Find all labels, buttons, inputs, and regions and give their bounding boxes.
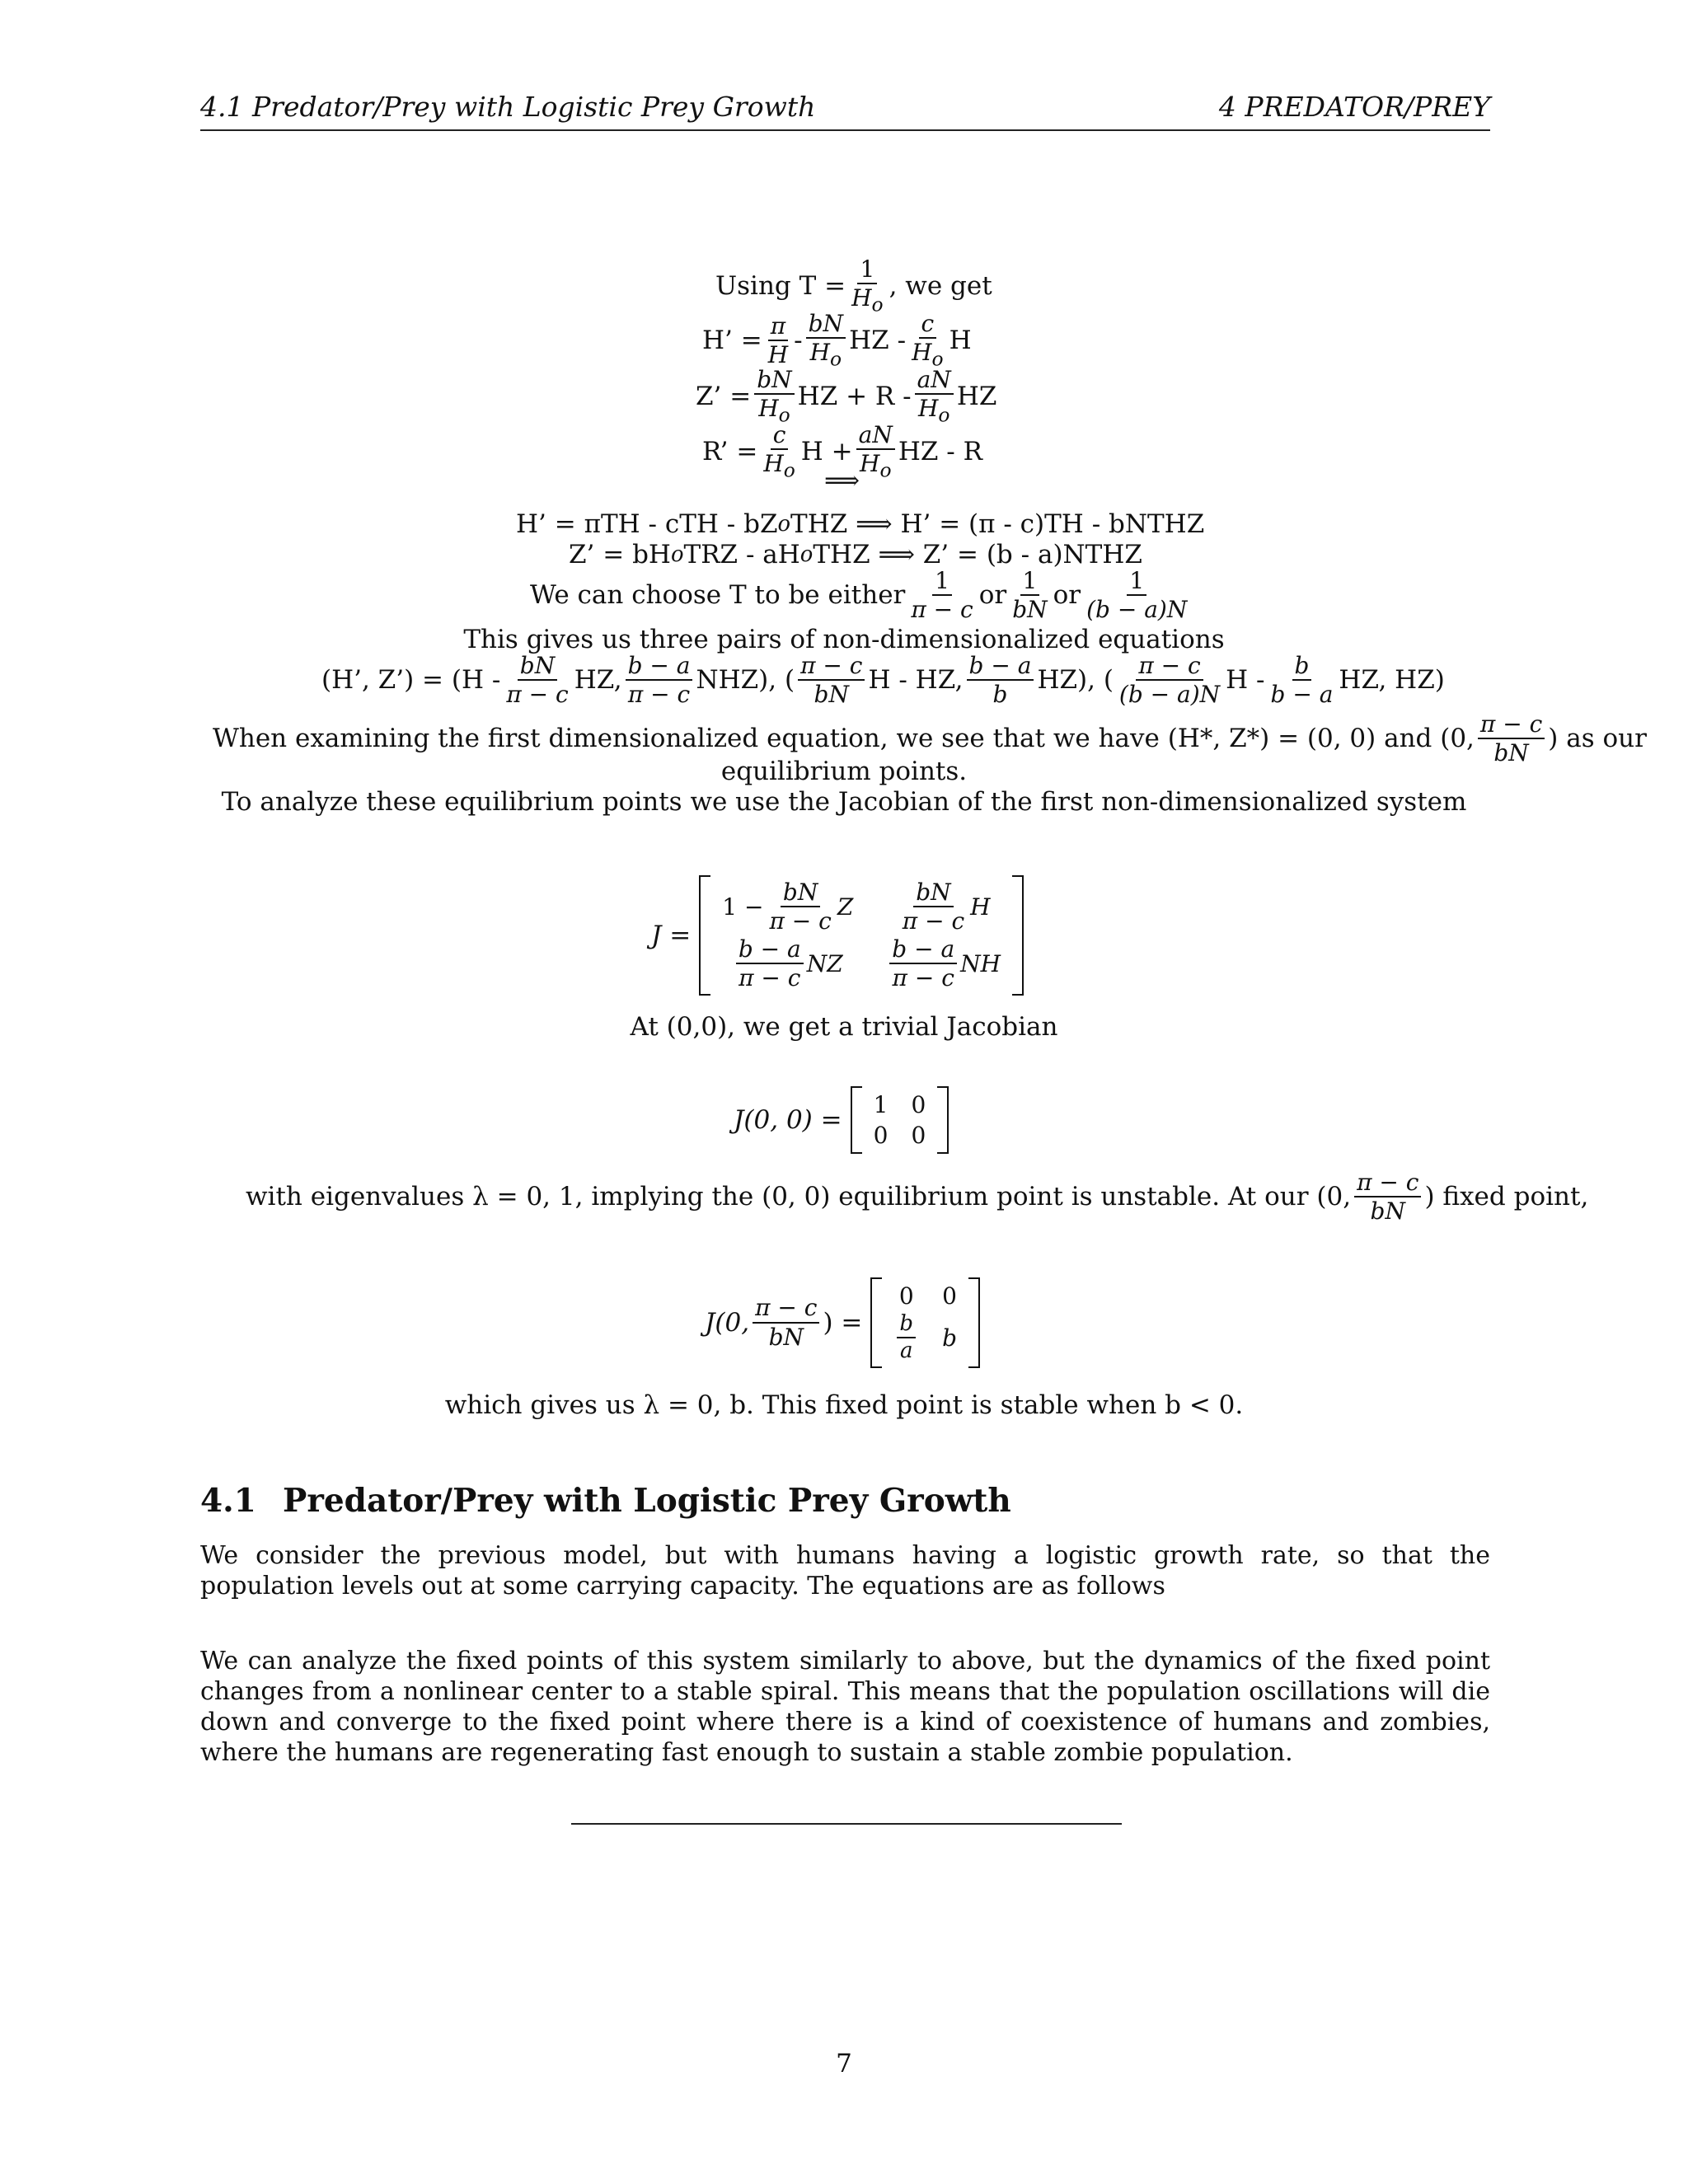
frac-den: H bbox=[767, 341, 789, 369]
frac-num: 1 bbox=[1020, 569, 1040, 596]
frac-num: π − c bbox=[1136, 654, 1203, 681]
at-origin: At (0,0), we get a trivial Jacobian bbox=[630, 1012, 1058, 1042]
analyze-jacobian: To analyze these equilibrium points we use the Jacobian of the first non-dimensionalized system bbox=[221, 787, 1467, 817]
eq-text: H bbox=[949, 326, 972, 356]
eq-text: TRZ - aH bbox=[683, 540, 800, 569]
matrix-cell bbox=[733, 937, 843, 991]
frac-den: H bbox=[912, 339, 932, 367]
frac-num: π − c bbox=[798, 654, 865, 681]
fraction bbox=[889, 937, 957, 991]
eq-text: Z’ = bH bbox=[569, 540, 671, 569]
matrix-cell: 0 bbox=[898, 1282, 914, 1310]
eq-text: J = bbox=[651, 920, 692, 950]
frac-num: b − a bbox=[736, 937, 804, 964]
frac-den: π − c bbox=[892, 964, 954, 992]
matrix-cell bbox=[897, 880, 991, 934]
frac-num: π bbox=[768, 314, 788, 341]
eq-text: HZ bbox=[849, 326, 889, 356]
bracket-right bbox=[968, 1277, 980, 1368]
page-number: 7 bbox=[836, 2049, 852, 2079]
eq-using-t bbox=[715, 257, 992, 315]
fraction bbox=[798, 654, 865, 707]
eq-choose-t bbox=[530, 569, 1193, 622]
frac-num: π − c bbox=[1354, 1170, 1421, 1197]
eq-text: NHZ), ( bbox=[696, 665, 795, 696]
frac-den: π − c bbox=[902, 907, 965, 935]
eq-text: HZ, HZ) bbox=[1339, 665, 1445, 696]
bracket-right bbox=[1012, 875, 1024, 996]
eq-text: H - HZ, bbox=[868, 665, 964, 696]
frac-num: bN bbox=[913, 880, 953, 907]
eq-text: We can choose T to be either bbox=[530, 580, 906, 611]
matrix-grid bbox=[882, 1277, 968, 1368]
running-header-right: 4 PREDATOR/PREY bbox=[1218, 91, 1490, 123]
eq-text: Z bbox=[837, 893, 854, 921]
bracket-left bbox=[870, 1277, 882, 1368]
frac-num: 1 bbox=[1127, 569, 1146, 596]
frac-den: bN bbox=[814, 681, 849, 709]
matrix-cell: b bbox=[942, 1324, 957, 1352]
eq-text: H + bbox=[800, 437, 853, 467]
frac-num: b bbox=[1292, 654, 1312, 681]
frac-den: b − a bbox=[1270, 681, 1334, 709]
frac-den: a bbox=[899, 1338, 913, 1364]
frac-den: π − c bbox=[738, 964, 801, 992]
frac-num: bN bbox=[518, 654, 557, 681]
fraction bbox=[1117, 654, 1222, 707]
equilibrium-points: equilibrium points. bbox=[720, 757, 968, 786]
eq-text: NH bbox=[960, 949, 1001, 977]
fraction bbox=[1268, 654, 1336, 707]
eq-text: (H’, Z’) = (H - bbox=[321, 665, 501, 696]
fraction: $\frac{c}{H_o}$ bbox=[912, 310, 944, 371]
fraction bbox=[767, 880, 833, 934]
jacobian-matrix bbox=[699, 875, 1024, 996]
eq-z-line: Z’ = bH o TRZ - aH o THZ ⟹ Z’ = (b - a)NTHZ bbox=[569, 540, 1142, 569]
fraction bbox=[736, 937, 804, 991]
matrix-cell bbox=[886, 937, 1001, 991]
fraction bbox=[766, 314, 790, 368]
fraction: $\frac{1}{H_o}$ bbox=[851, 255, 884, 316]
fraction: $\frac{aN}{H_o}$ bbox=[915, 368, 954, 425]
frac-den: H bbox=[758, 395, 779, 423]
frac-num: bN bbox=[781, 880, 820, 907]
bracket-left bbox=[699, 875, 710, 996]
matrix-cell: 1 bbox=[873, 1091, 889, 1118]
eq-eigenvalues bbox=[246, 1170, 1588, 1224]
eq-text: ) = bbox=[823, 1307, 863, 1338]
matrix-grid bbox=[710, 875, 1012, 996]
fraction bbox=[1010, 569, 1049, 622]
eq-text: ) fixed point, bbox=[1424, 1182, 1589, 1212]
paragraph-logistic: We consider the previous model, but with humans having a logistic growth rate, so that the population levels out at some carrying capacity. The equations are as follows bbox=[200, 1541, 1490, 1601]
eq-text: with eigenvalues λ = 0, 1, implying the (0, 0) equilibrium point is unstable. At our (0, bbox=[246, 1182, 1352, 1212]
eq-text: - bbox=[897, 326, 907, 356]
section-title-text: Predator/Prey with Logistic Prey Growth bbox=[283, 1482, 1011, 1520]
fraction bbox=[504, 654, 570, 707]
eq-z-prime bbox=[696, 368, 996, 425]
frac-num: b − a bbox=[889, 937, 957, 964]
fraction bbox=[900, 880, 967, 934]
fraction bbox=[897, 1313, 916, 1363]
eq-text: NZ bbox=[806, 949, 843, 977]
frac-den: H bbox=[809, 339, 831, 367]
matrix-cell: 0 bbox=[873, 1122, 889, 1149]
eq-text: 1 − bbox=[722, 893, 764, 921]
frac-num: b − a bbox=[967, 654, 1034, 681]
eq-text: HZ - R bbox=[898, 437, 982, 467]
eq-text: HZ + R - bbox=[797, 382, 912, 412]
section-number: 4.1 bbox=[200, 1482, 256, 1520]
frac-num: bN bbox=[806, 312, 846, 339]
paragraph-fixed-points: We can analyze the fixed points of this system similarly to above, but the dynamics of the fixed point changes from a nonlinear center to a stable spiral. This means that the population oscillations will die down and converge to the fixed point where there is a kind of coexistence of humans and zombies, where the humans are regenerating fast enough to sustain a stable zombie population. bbox=[200, 1647, 1490, 1767]
eq-h-prime bbox=[702, 312, 972, 369]
eq-text: THZ ⟹ H’ = (π - c)TH - bNTHZ bbox=[790, 509, 1205, 539]
eq-text: H - bbox=[1226, 665, 1265, 696]
frac-num: 1 bbox=[932, 569, 952, 596]
frac-den: H bbox=[763, 450, 784, 478]
matrix-cell: 0 bbox=[911, 1091, 926, 1118]
matrix-cell bbox=[722, 880, 853, 934]
matrix-j-fixed bbox=[870, 1277, 980, 1368]
eq-text: R’ = bbox=[702, 437, 758, 467]
eq-text: HZ), ( bbox=[1037, 665, 1114, 696]
frac-den: H bbox=[851, 284, 872, 312]
eq-text: Z’ = bbox=[696, 382, 752, 412]
eq-text: , we get bbox=[889, 271, 992, 302]
frac-num: aN bbox=[915, 368, 954, 395]
gives-three-pairs: This gives us three pairs of non-dimensionalized equations bbox=[463, 625, 1225, 654]
eq-j00 bbox=[734, 1086, 949, 1154]
matrix-cell: 0 bbox=[911, 1122, 926, 1149]
fraction bbox=[908, 569, 975, 622]
frac-den: b bbox=[992, 681, 1008, 709]
eq-text: or bbox=[1053, 580, 1081, 611]
frac-num: 1 bbox=[857, 257, 877, 284]
fraction bbox=[1354, 1170, 1421, 1224]
eq-jacobian bbox=[651, 875, 1024, 996]
eq-text: THZ ⟹ Z’ = (b - a)NTHZ bbox=[813, 540, 1142, 569]
implies-arrow: ⟹ bbox=[824, 466, 860, 495]
bracket-left bbox=[851, 1086, 862, 1154]
eq-three-pairs bbox=[321, 654, 1445, 707]
fraction bbox=[967, 654, 1034, 707]
matrix-cell: 0 bbox=[942, 1282, 957, 1310]
frac-num: π − c bbox=[753, 1296, 819, 1323]
fraction bbox=[626, 654, 693, 707]
eq-text: - bbox=[794, 326, 803, 356]
fraction bbox=[753, 1296, 819, 1349]
fraction: $\frac{bN}{H_o}$ bbox=[806, 312, 846, 369]
eq-text: HZ, bbox=[574, 665, 622, 696]
eq-text: J(0, bbox=[705, 1307, 750, 1338]
frac-num: bN bbox=[754, 368, 794, 395]
frac-num: π − c bbox=[1478, 712, 1545, 739]
frac-den: bN bbox=[1012, 596, 1048, 624]
running-header-left: 4.1 Predator/Prey with Logistic Prey Growth bbox=[200, 91, 816, 123]
fraction: $\frac{aN}{H_o}$ bbox=[856, 423, 895, 480]
eq-text: When examining the first dimensionalized equation, we see that we have (H*, Z*) = (0, 0) and (0, bbox=[213, 724, 1475, 754]
frac-den: H bbox=[917, 395, 939, 423]
eq-text: H’ = bbox=[702, 326, 762, 356]
eq-text: or bbox=[978, 580, 1007, 611]
frac-den: bN bbox=[1493, 739, 1529, 767]
frac-den: π − c bbox=[769, 907, 832, 935]
eq-j-fixed bbox=[705, 1277, 980, 1368]
frac-den: H bbox=[860, 450, 880, 478]
frac-den: π − c bbox=[911, 596, 973, 624]
footnote-rule bbox=[571, 1823, 1122, 1825]
fraction: $\frac{c}{H_o}$ bbox=[763, 421, 795, 482]
frac-den: (b − a)N bbox=[1118, 681, 1221, 709]
eq-text: Using T = bbox=[715, 271, 846, 302]
eq-text: J(0, 0) = bbox=[734, 1105, 842, 1135]
eq-text: H’ = πTH - cTH - bZ bbox=[516, 509, 778, 539]
eq-text: HZ bbox=[956, 382, 997, 412]
frac-num: aN bbox=[856, 423, 895, 450]
which-gives: which gives us λ = 0, b. This fixed point is stable when b < 0. bbox=[444, 1390, 1244, 1420]
frac-den: π − c bbox=[506, 681, 569, 709]
frac-num: b − a bbox=[626, 654, 693, 681]
matrix-grid bbox=[862, 1086, 938, 1154]
bracket-right bbox=[937, 1086, 949, 1154]
eq-h-line: H’ = πTH - cTH - bZ o THZ ⟹ H’ = (π - c)TH - bNTHZ bbox=[516, 509, 1205, 539]
section-heading bbox=[200, 1482, 1011, 1520]
frac-den: (b − a)N bbox=[1086, 596, 1188, 624]
fraction: $\frac{bN}{H_o}$ bbox=[754, 368, 794, 425]
eq-text: ) as our bbox=[1548, 724, 1647, 754]
frac-den: π − c bbox=[627, 681, 691, 709]
eq-text: H bbox=[970, 893, 991, 921]
frac-den: bN bbox=[768, 1323, 804, 1351]
frac-num: b bbox=[897, 1313, 916, 1338]
matrix-j00 bbox=[851, 1086, 950, 1154]
fraction bbox=[1084, 569, 1189, 622]
frac-den: bN bbox=[1370, 1197, 1405, 1226]
frac-num: c bbox=[771, 423, 789, 450]
frac-num: c bbox=[919, 312, 937, 339]
header-rule bbox=[200, 129, 1490, 131]
